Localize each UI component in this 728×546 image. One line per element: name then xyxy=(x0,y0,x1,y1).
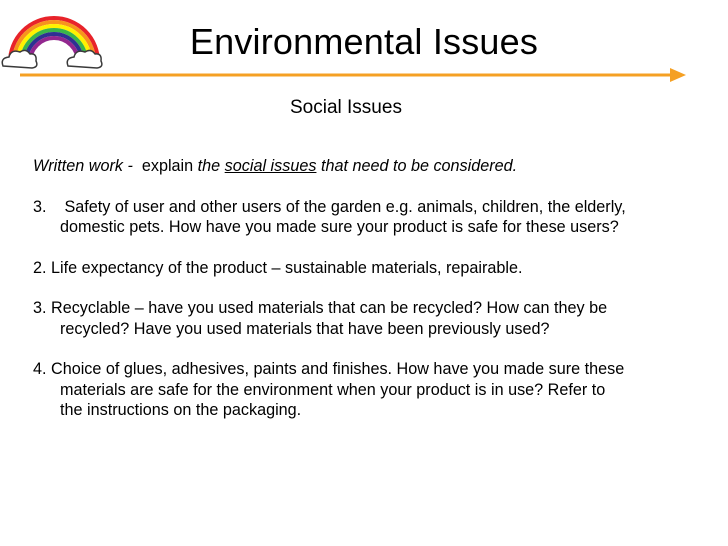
issue-item-line xyxy=(33,319,713,340)
divider-arrow-icon xyxy=(20,68,690,82)
issues-list xyxy=(33,197,713,421)
issue-item-line xyxy=(33,359,713,380)
issue-item xyxy=(33,359,713,421)
issue-item-text: Life expectancy of the product – sustainable materials, repairable. xyxy=(51,258,523,277)
intro-explain: explain xyxy=(141,157,194,175)
slide-subtitle: Social Issues xyxy=(290,97,402,118)
issue-item-line xyxy=(33,197,713,218)
intro-emphasis: social issues xyxy=(224,157,317,175)
issue-item-text: Choice of glues, adhesives, paints and finishes. How have you made sure these xyxy=(51,360,625,378)
issue-item-text: recycled? Have you used materials that have been previously used? xyxy=(60,319,550,338)
slide-body xyxy=(33,156,713,441)
issue-item-text: materials are safe for the environment when your product is in use? Refer to xyxy=(60,380,606,399)
intro-the: the xyxy=(197,157,221,175)
issue-item-line xyxy=(33,258,713,279)
issue-item xyxy=(33,298,713,339)
issue-item-line xyxy=(33,380,713,401)
issue-item-text: domestic pets. How have you made sure your product is safe for these users? xyxy=(60,218,619,236)
issue-item-number: 3. xyxy=(33,299,47,317)
issue-item-number: 3. xyxy=(33,197,47,216)
issue-item-line xyxy=(33,400,713,421)
issue-item-text: the instructions on the packaging. xyxy=(60,401,302,419)
slide-title: Environmental Issues xyxy=(189,21,539,62)
intro-rest: that need to be considered. xyxy=(320,157,518,175)
issue-item-line xyxy=(33,298,713,319)
intro-line xyxy=(33,156,713,177)
issue-item-number: 2. xyxy=(33,258,47,277)
intro-label: Written work - xyxy=(33,157,133,175)
issue-item-text: Safety of user and other users of the garden e.g. animals, children, the elderly, xyxy=(64,197,626,216)
issue-item-text: Recyclable – have you used materials that can be recycled? How can they be xyxy=(51,299,608,317)
issue-item-line xyxy=(33,217,713,238)
issue-item xyxy=(33,197,713,238)
issue-item xyxy=(33,258,713,279)
issue-item-number: 4. xyxy=(33,360,47,378)
